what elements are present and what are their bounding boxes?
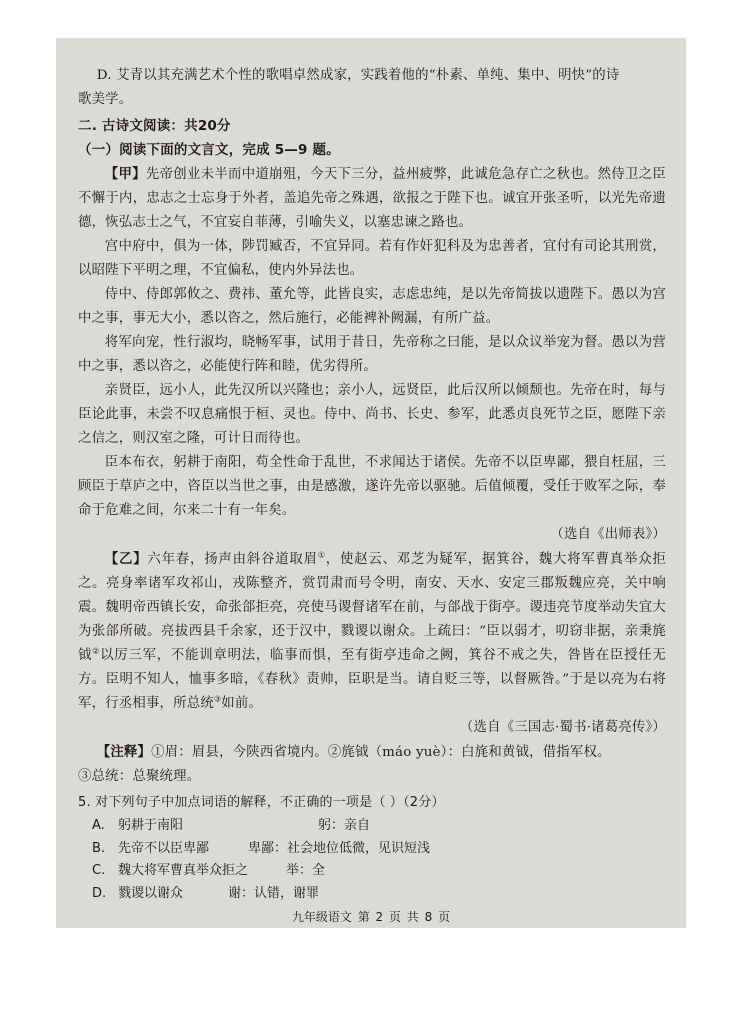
option-b-letter: B. [92, 840, 106, 856]
option-a [78, 815, 666, 838]
option-b [78, 838, 666, 861]
jia-tag: 【甲】 [104, 166, 146, 182]
yi-tag: 【乙】 [104, 551, 148, 567]
notes-tag: 【注释】 [96, 744, 152, 760]
jia-source: （选自《出师表》） [550, 527, 666, 542]
yi-note-ref-1: ① [317, 550, 326, 560]
yi-text-1: 六年春，扬声由斜谷道取眉 [147, 552, 318, 567]
option-a-letter: A. [92, 818, 105, 833]
option-b-quote: 先帝不以臣卑鄙 [118, 840, 210, 856]
option-c [78, 860, 666, 883]
option-d-previous-question [78, 64, 666, 112]
page-content [78, 64, 666, 905]
section2-heading: 二. 古诗文阅读：共20分 [78, 118, 231, 134]
page-footer: 九年级语文 第 2 页 共 8 页 [291, 910, 451, 924]
option-d-line2: 歌美学。 [78, 92, 133, 107]
notes-line1: ①眉：眉县，今陕西省境内。②旄钺（máo yuè）：白旄和黄钺，借指军权。 [151, 745, 611, 760]
option-d-gloss: 谢：认错，谢罪 [228, 885, 320, 901]
jia-paragraph-2: 宫中府中，俱为一体，陟罚臧否，不宜异同。若有作奸犯科及为忠善者，宜付有司论其刑赏，以昭陛下平明之理，不宜偏私，使内外异法也。 [78, 239, 666, 278]
exam-page [56, 38, 686, 928]
yi-text-3: 以厉三军，不能训章明法，临事而惧，至有街亭违命之阙，箕谷不戒之失，咎皆在臣授任无方。臣明不知人，恤事多暗，《春秋》责帅，臣职是当。请自贬三等，以督厥咎。”于是以亮为右将军，行丞相事，所总统 [78, 648, 667, 711]
yi-source: （选自《三国志·蜀书·诸葛亮传》） [459, 720, 666, 735]
notes [78, 740, 666, 789]
option-b-gloss: 卑鄙：社会地位低微，见识短浅 [248, 840, 431, 856]
jia-paragraph-1 [78, 162, 666, 235]
option-d-line1: D. 艾青以其充满艺术个性的歌唱卓然成家，实践着他的“朴素、单纯、集中、明快”的诗 [96, 68, 620, 83]
option-d [78, 883, 666, 906]
yi-text-4: 如前。 [221, 696, 263, 711]
option-d-quote: 戮谡以谢众 [118, 885, 184, 901]
yi-note-ref-3: ③ [213, 694, 222, 704]
jia-paragraph-6: 臣本布衣，躬耕于南阳，苟全性命于乱世，不求闻达于诸侯。先帝不以臣卑鄙，猥自枉屈，三顾臣于草庐之中，咨臣以当世之事，由是感激，遂许先帝以驱驰。后值倾覆，受任于败军之际，奉命于危难之间，尔来二十有一年矣。 [78, 455, 666, 518]
yi-paragraph [78, 547, 666, 716]
jia-paragraph-5: 亲贤臣，远小人，此先汉所以兴隆也；亲小人，远贤臣，此后汉所以倾颓也。先帝在时，每与臣论此事，未尝不叹息痛恨于桓、灵也。侍中、尚书、长史、参军，此悉贞良死节之臣，愿陛下亲之信之，则汉室之隆，可计日而待也。 [78, 383, 666, 446]
yi-text-2: ，使赵云、邓芝为疑军，据箕谷，魏大将军曹真举众拒之。亮身率诸军攻祁山，戎陈整齐，赏罚肃而号令明，南安、天水、安定三郡叛魏应亮，关中响震。魏明帝西镇长安，命张郃拒亮，亮使马谡督诸军在前，与郃战于街亭。谡违亮节度举动失宜大为张郃所破。亮拔西县千余家，还于汉中，戮谡以谢众。上疏曰：“臣以弱才，叨窃非据，亲秉旄钺 [78, 552, 666, 663]
jia-paragraph-4: 将军向宠，性行淑均，晓畅军事，试用于昔日，先帝称之曰能，是以众议举宠为督。愚以为营中之事，悉以咨之，必能使行阵和睦，优劣得所。 [78, 335, 666, 374]
option-c-quote: 魏大将军曹真举众拒之 [118, 863, 249, 878]
notes-line2: ③总统：总聚统理。 [78, 769, 201, 784]
option-a-quote: 躬耕于南阳 [118, 818, 184, 833]
option-a-gloss: 躬：亲自 [318, 818, 371, 833]
part1-heading: （一）阅读下面的文言文，完成 5—9 题。 [78, 142, 340, 158]
option-c-letter: C. [92, 863, 106, 878]
option-c-gloss: 举：全 [286, 863, 326, 878]
jia-p1-text: 先帝创业未半而中道崩殂，今天下三分，益州疲弊，此诚危急存亡之秋也。然侍卫之臣不懈于内，忠志之士忘身于外者，盖追先帝之殊遇，欲报之于陛下也。诚宜开张圣听，以光先帝遗德，恢弘志士之气，不宜妄自菲薄，引喻失义，以塞忠谏之路也。 [78, 167, 666, 230]
jia-paragraph-3: 侍中、侍郎郭攸之、费祎、董允等，此皆良实，志虑忠纯，是以先帝简拔以遗陛下。愚以为宫中之事，事无大小，悉以咨之，然后施行，必能裨补阙漏，有所广益。 [78, 287, 666, 326]
yi-note-ref-2: ② [92, 646, 101, 656]
question5-stem: 5. 对下列句子中加点词语的解释，不正确的一项是（ ）（2分） [78, 795, 445, 810]
option-d-letter: D. [92, 885, 107, 901]
